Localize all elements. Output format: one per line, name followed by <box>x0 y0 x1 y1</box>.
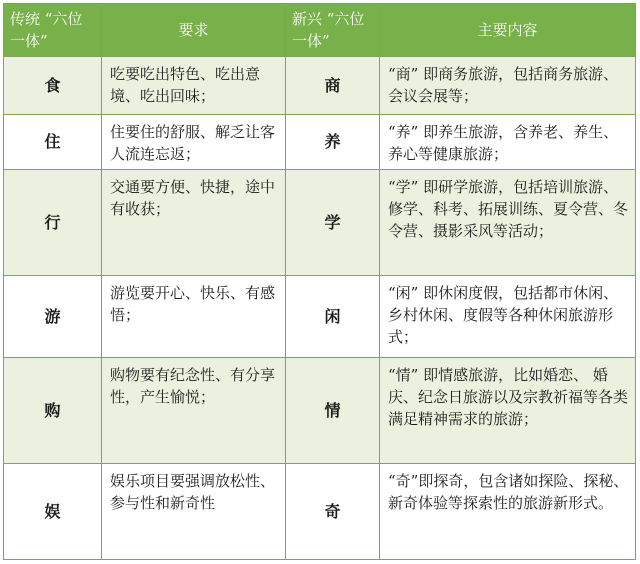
traditional-cell: 娱 <box>4 464 102 560</box>
table-row <box>4 57 636 115</box>
header-traditional: 传统 “六位一体” <box>4 4 102 57</box>
emerging-cell: 学 <box>286 170 380 276</box>
emerging-cell: 情 <box>286 358 380 464</box>
traditional-cell: 行 <box>4 170 102 276</box>
traditional-cell: 游 <box>4 276 102 358</box>
table-row <box>4 358 636 464</box>
header-row <box>4 4 636 57</box>
traditional-cell: 购 <box>4 358 102 464</box>
requirement-cell: 交通要方便、快捷，途中有收获； <box>102 170 286 276</box>
table-row <box>4 170 636 276</box>
table-row <box>4 464 636 560</box>
header-emerging: 新兴 “六位一体” <box>286 4 380 57</box>
content-cell: “闲” 即休闲度假，包括都市休闲、乡村休闲、度假等各种休闲旅游形式； <box>380 276 636 358</box>
content-cell: “商” 即商务旅游，包括商务旅游、会议会展等； <box>380 57 636 115</box>
traditional-cell: 住 <box>4 115 102 170</box>
emerging-cell: 奇 <box>286 464 380 560</box>
requirement-cell: 购物要有纪念性、有分享性，产生愉悦； <box>102 358 286 464</box>
emerging-cell: 商 <box>286 57 380 115</box>
content-cell: “养” 即养生旅游，含养老、养生、养心等健康旅游； <box>380 115 636 170</box>
emerging-cell: 养 <box>286 115 380 170</box>
six-in-one-table <box>3 3 636 560</box>
header-content: 主要内容 <box>380 4 636 57</box>
emerging-cell: 闲 <box>286 276 380 358</box>
traditional-cell: 食 <box>4 57 102 115</box>
table-row <box>4 276 636 358</box>
requirement-cell: 住要住的舒服、解乏让客人流连忘返； <box>102 115 286 170</box>
requirement-cell: 游览要开心、快乐、有感悟； <box>102 276 286 358</box>
table-row <box>4 115 636 170</box>
requirement-cell: 娱乐项目要强调放松性、参与性和新奇性 <box>102 464 286 560</box>
header-requirement: 要求 <box>102 4 286 57</box>
content-cell: “奇”即探奇，包含诸如探险、探秘、新奇体验等探索性的旅游新形式。 <box>380 464 636 560</box>
content-cell: “情” 即情感旅游，比如婚恋、 婚庆、纪念日旅游以及宗教祈福等各类满足精神需求的旅游； <box>380 358 636 464</box>
content-cell: “学” 即研学旅游，包括培训旅游、修学、科考、拓展训练、夏令营、冬令营、摄影采风等活动； <box>380 170 636 276</box>
requirement-cell: 吃要吃出特色、吃出意境、吃出回味； <box>102 57 286 115</box>
